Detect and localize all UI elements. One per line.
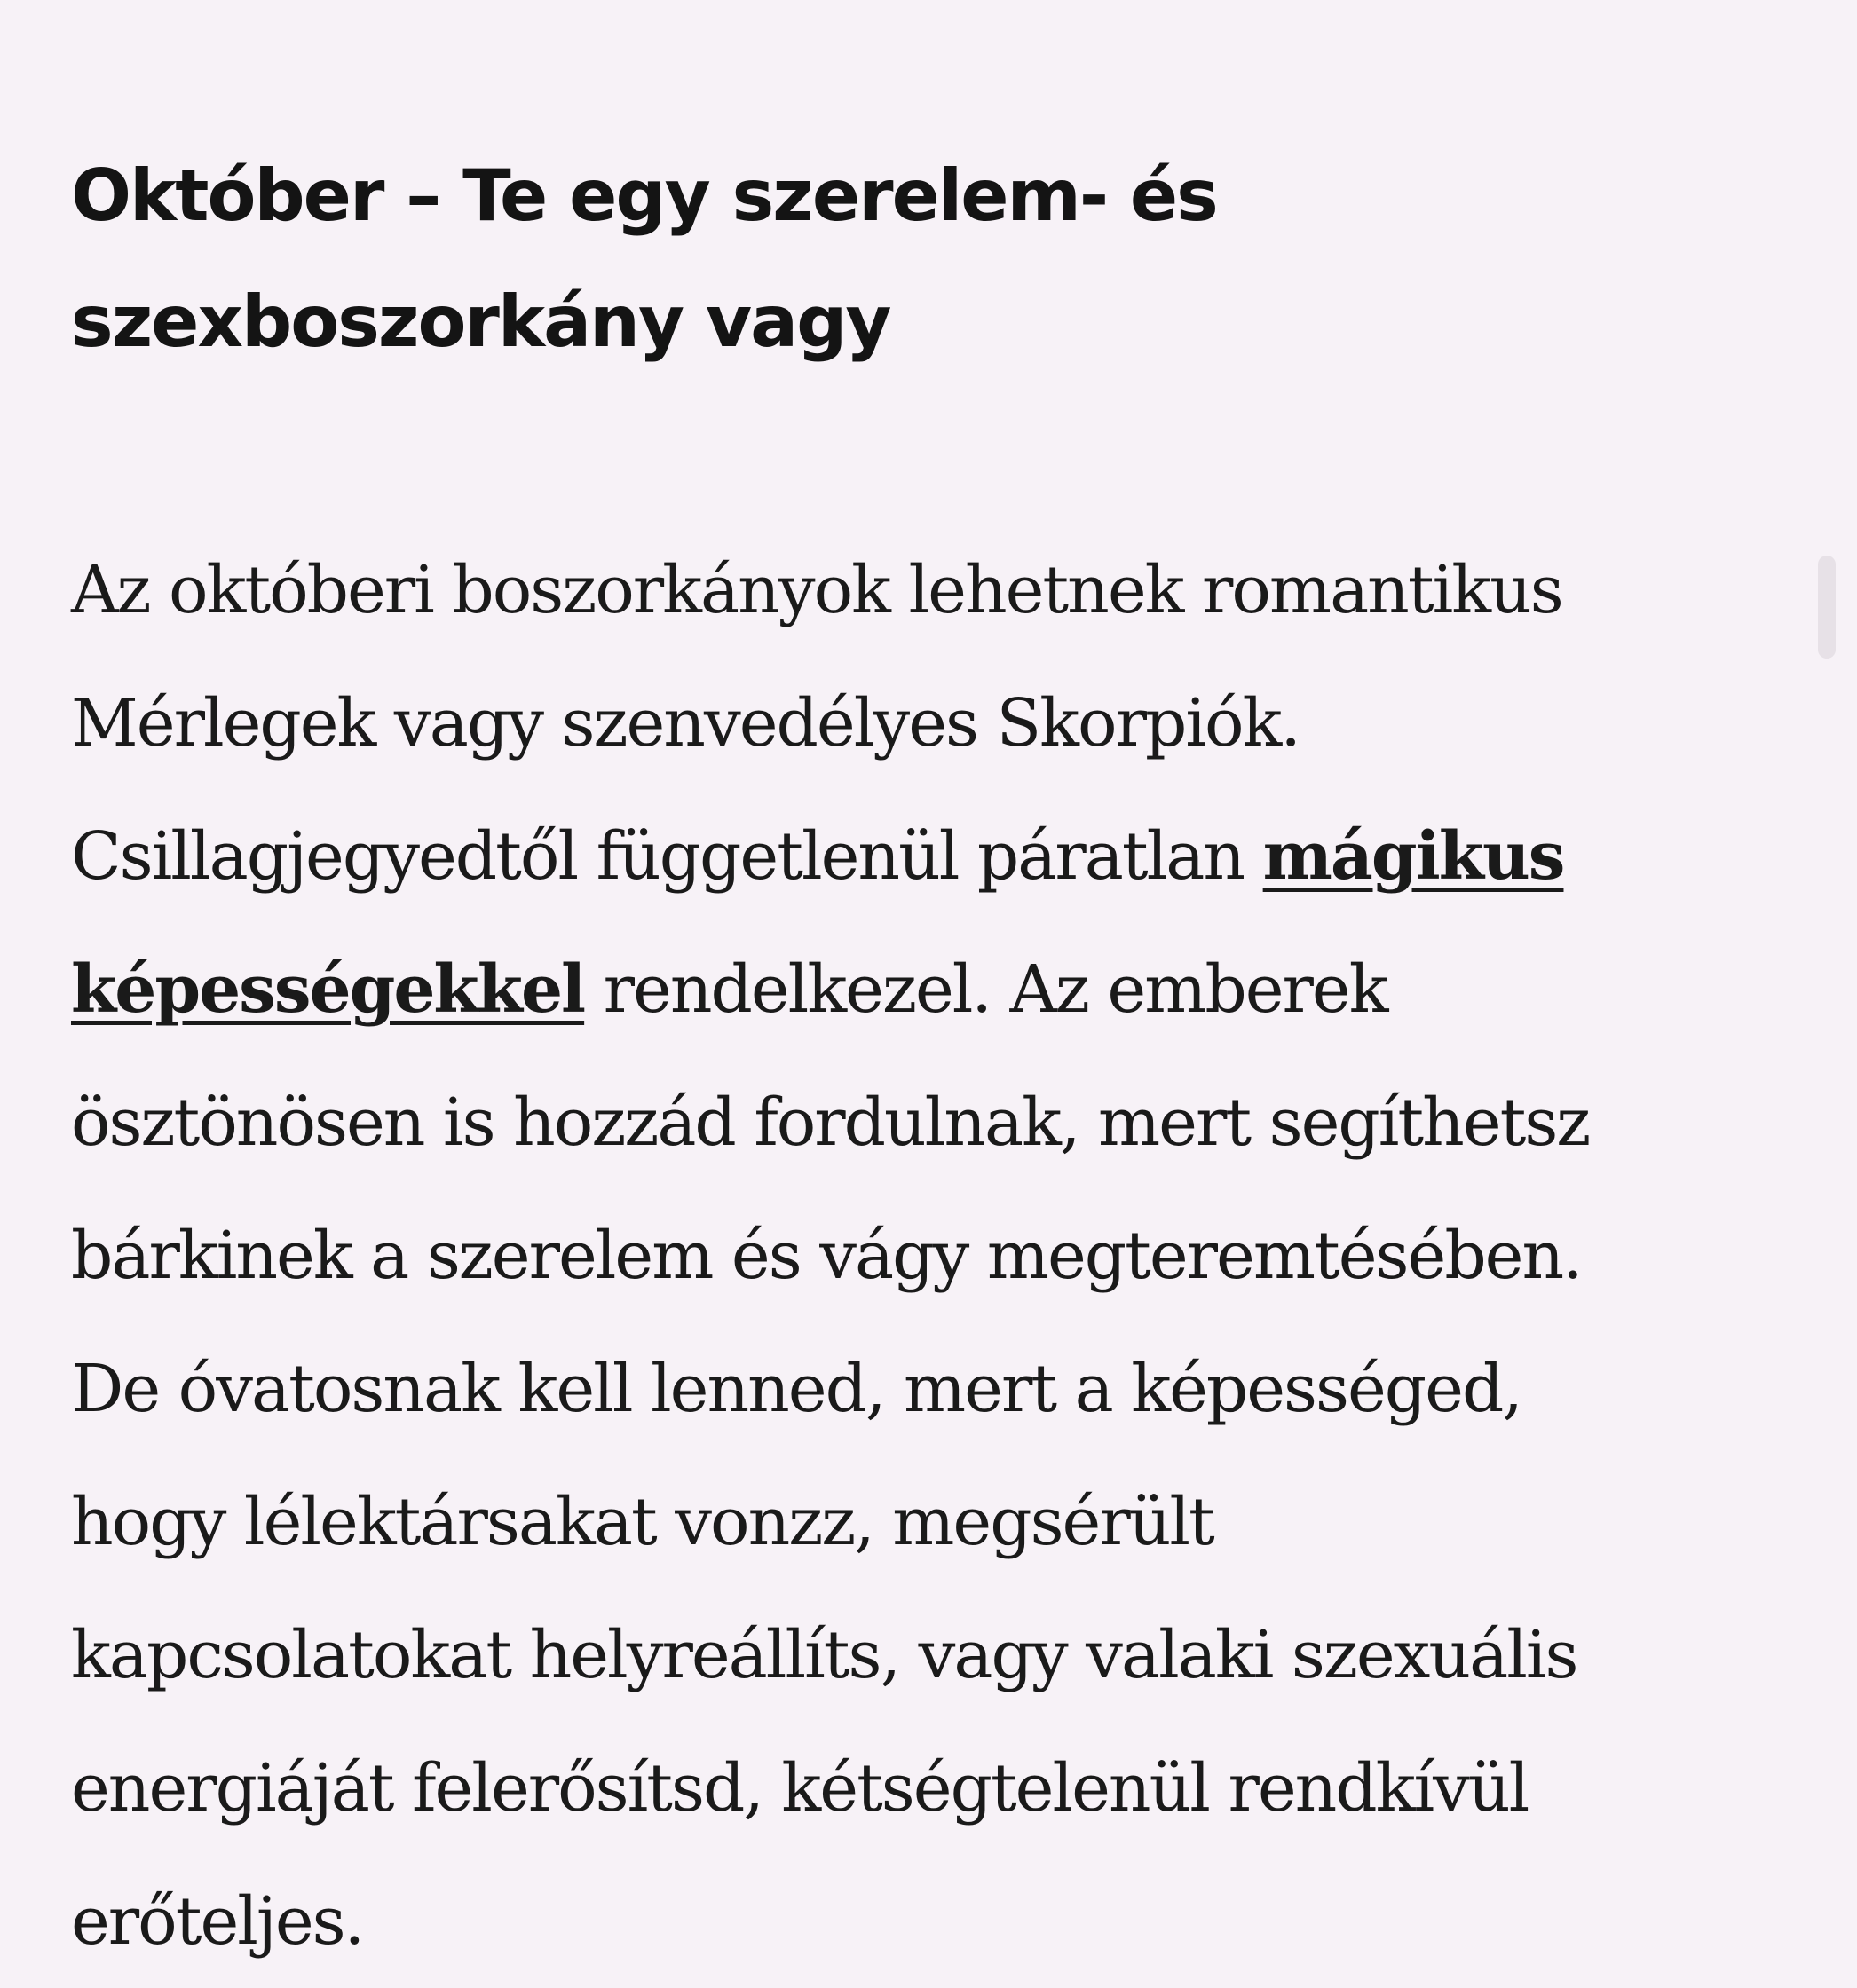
paragraph-line (71, 923, 1589, 1056)
paragraph-line: energiáját felerősítsd, kétségtelenül rendkívül (71, 1750, 1529, 1826)
magical-abilities-link-part1[interactable]: mágikus (1262, 818, 1564, 895)
paragraph-line: ösztönösen is hozzád fordulnak, mert segíthetsz (71, 1085, 1590, 1161)
article-paragraph (71, 524, 1589, 1988)
heading-line: Október – Te egy szerelem- és (71, 154, 1217, 237)
article-heading (71, 133, 1811, 385)
scrollbar-thumb[interactable] (1818, 556, 1836, 659)
paragraph-line (71, 790, 1589, 923)
paragraph-text: Csillagjegyedtől függetlenül páratlan (71, 818, 1263, 895)
paragraph-line: De óvatosnak kell lenned, mert a képességed, (71, 1351, 1521, 1427)
paragraph-line: erőteljes. (71, 1883, 364, 1960)
paragraph-text: rendelkezel. Az emberek (584, 951, 1387, 1028)
paragraph-line: bárkinek a szerelem és vágy megteremtésében. (71, 1218, 1582, 1294)
paragraph-line: Az októberi boszorkányok lehetnek romantikus (71, 552, 1562, 628)
paragraph-line: kapcsolatokat helyreállíts, vagy valaki szexuális (71, 1617, 1577, 1693)
paragraph-line: hogy lélektársakat vonzz, megsérült (71, 1484, 1213, 1560)
paragraph-line: Mérlegek vagy szenvedélyes Skorpiók. (71, 685, 1300, 761)
magical-abilities-link-part2[interactable]: képességekkel (71, 951, 585, 1028)
article (71, 133, 1811, 1960)
heading-line: szexboszorkány vagy (71, 280, 890, 363)
